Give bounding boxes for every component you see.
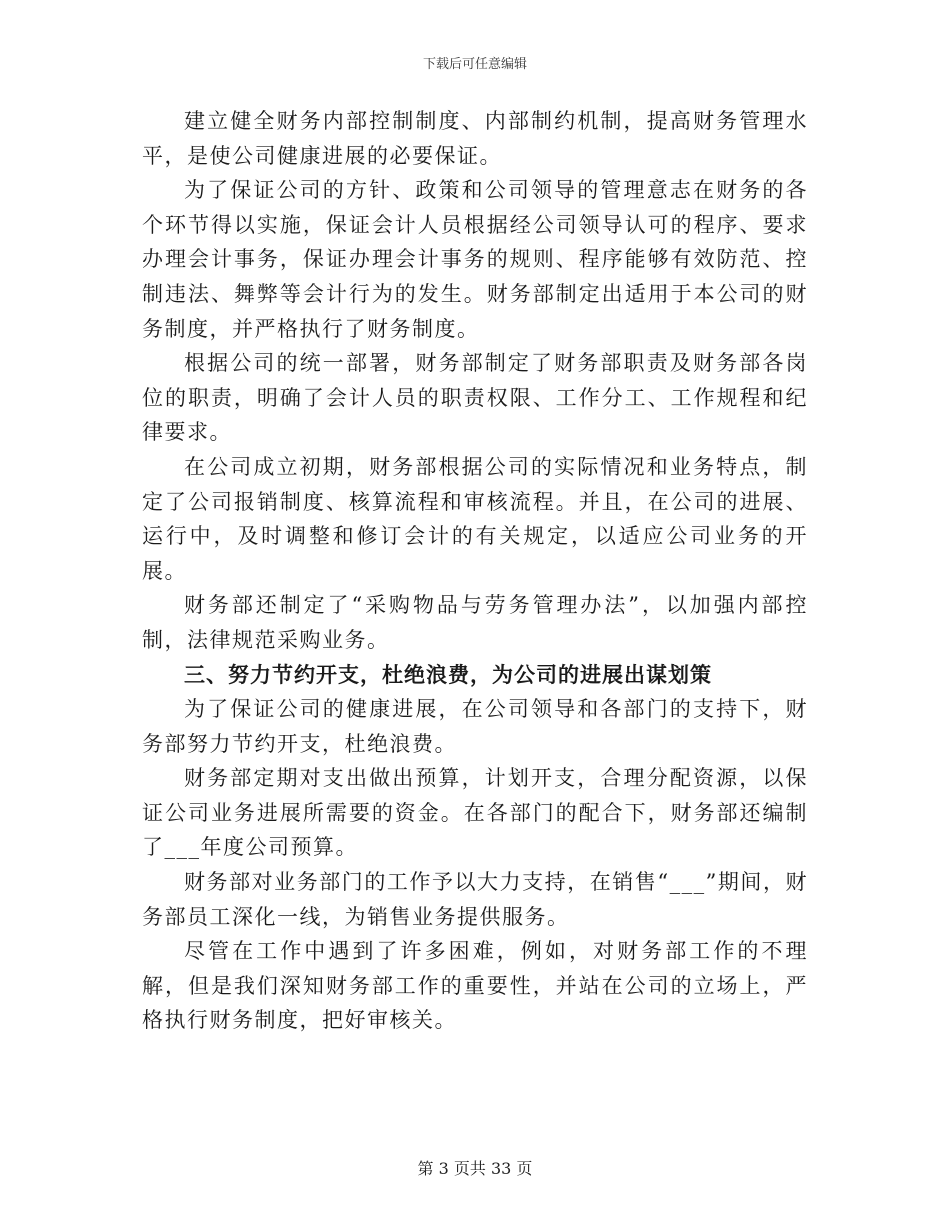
paragraph: 财务部还制定了“采购物品与劳务管理办法”，以加强内部控制，法律规范采购业务。 xyxy=(142,593,808,652)
paragraph: 根据公司的统一部署，财务部制定了财务部职责及财务部各岗位的职责，明确了会计人员的职责权限、工作分工、工作规程和纪律要求。 xyxy=(142,351,808,445)
paragraph: 财务部定期对支出做出预算，计划开支，合理分配资源，以保证公司业务进展所需要的资金。在各部门的配合下，财务部还编制了___年度公司预算。 xyxy=(142,766,808,860)
page-header: 下载后可任意编辑 xyxy=(422,57,527,72)
paragraph: 财务部对业务部门的工作予以大力支持，在销售“___”期间，财务部员工深化一线，为销售业务提供服务。 xyxy=(142,870,808,929)
paragraph: 尽管在工作中遇到了许多困难，例如，对财务部工作的不理解，但是我们深知财务部工作的重要性，并站在公司的立场上，严格执行财务制度，把好审核关。 xyxy=(142,939,808,1033)
paragraph: 为了保证公司的方针、政策和公司领导的管理意志在财务的各个环节得以实施，保证会计人员根据经公司领导认可的程序、要求办理会计事务，保证办理会计事务的规则、程序能够有效防范、控制违法、舞弊等会计行为的发生。财务部制定出适用于本公司的财务制度，并严格执行了财务制度。 xyxy=(142,178,808,341)
paragraph: 为了保证公司的健康进展，在公司领导和各部门的支持下，财务部努力节约开支，杜绝浪费。 xyxy=(142,697,808,756)
paragraph: 在公司成立初期，财务部根据公司的实际情况和业务特点，制定了公司报销制度、核算流程和审核流程。并且，在公司的进展、运行中，及时调整和修订会计的有关规定，以适应公司业务的开展。 xyxy=(142,454,808,583)
paragraph: 建立健全财务内部控制制度、内部制约机制，提高财务管理水平，是使公司健康进展的必要保证。 xyxy=(142,109,808,168)
section-heading: 三、努力节约开支，杜绝浪费，为公司的进展出谋划策 xyxy=(184,662,712,687)
document-body xyxy=(142,104,808,1038)
page-footer: 第 3 页共 33 页 xyxy=(417,1159,533,1178)
